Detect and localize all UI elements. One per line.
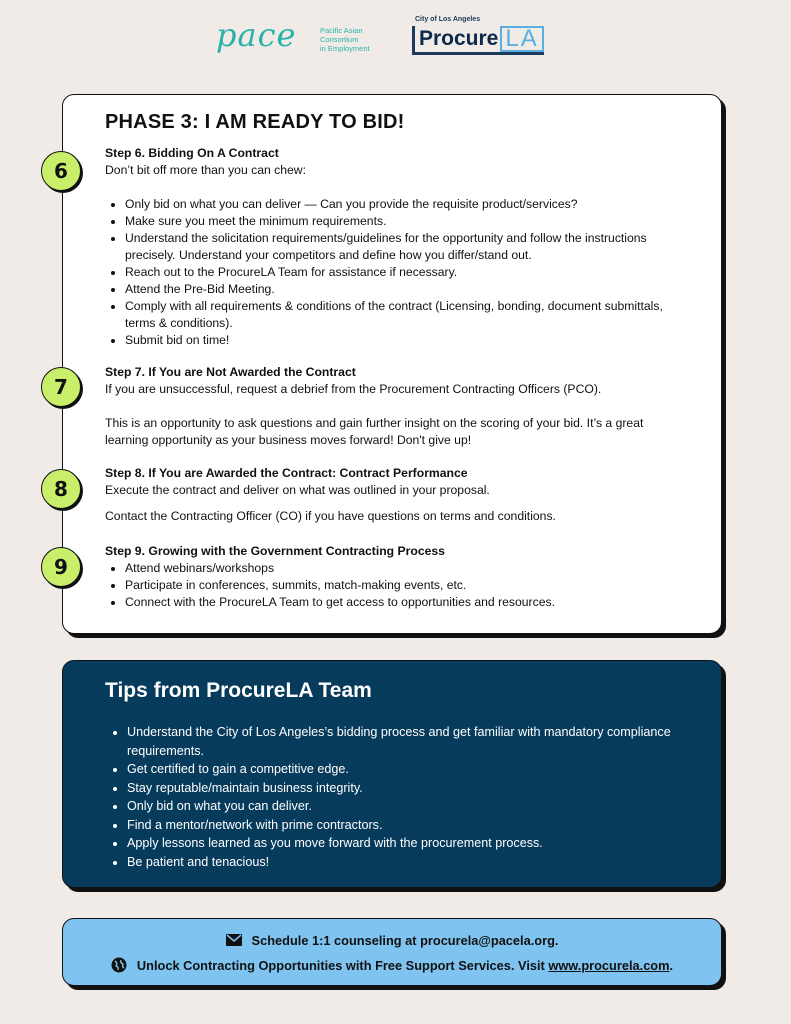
step-8-text-2: Contact the Contracting Officer (CO) if you have questions on terms and conditions. (105, 509, 556, 523)
step-9-list (105, 560, 685, 611)
list-item: • Only bid on what you can deliver — Can you provide the requisite product/services? (125, 196, 685, 213)
phase-card (54, 94, 722, 634)
step-6-list (105, 196, 685, 349)
list-item: • Connect with the ProcureLA Team to get access to opportunities and resources. (125, 594, 685, 611)
step-7-badge: 7 (41, 367, 81, 407)
pace-sub-line: in Employment (320, 44, 370, 53)
step-9 (105, 543, 685, 611)
footer-line-visit (63, 957, 721, 976)
list-item: • Attend webinars/workshops (125, 560, 685, 577)
list-item: • Only bid on what you can deliver. (127, 797, 687, 816)
procurela-logo-word: Procure (419, 27, 499, 50)
envelope-icon (226, 934, 242, 949)
step-8-title: Step 8. If You are Awarded the Contract: Contract Performance (105, 466, 468, 480)
list-item: • Get certified to gain a competitive edge. (127, 760, 687, 779)
list-item: • Stay reputable/maintain business integrity. (127, 779, 687, 798)
list-item: • Comply with all requirements & conditions of the contract (Licensing, bonding, document submittals, terms & conditions). (125, 298, 685, 332)
list-item: • Understand the solicitation requirements/guidelines for the opportunity and follow the instructions precisely. Understand your competitors and define how you differ/stand out. (125, 230, 685, 264)
step-6-intro: Don’t bit off more than you can chew: (105, 163, 306, 177)
visit-period: . (669, 957, 674, 973)
list-item: • Find a mentor/network with prime contractors. (127, 816, 687, 835)
counseling-text: Schedule 1:1 counseling at procurela@pacela.org. (251, 933, 559, 948)
step-9-title: Step 9. Growing with the Government Contracting Process (105, 544, 445, 558)
list-item: • Understand the City of Los Angeles’s bidding process and get familiar with mandatory compliance requirements. (127, 723, 687, 760)
pace-logo-subtitle (320, 26, 390, 53)
list-item: • Attend the Pre-Bid Meeting. (125, 281, 685, 298)
header (0, 14, 791, 60)
step-8-badge: 8 (41, 469, 81, 509)
globe-icon (111, 957, 127, 976)
tips-title: Tips from ProcureLA Team (105, 679, 372, 702)
step-7 (105, 364, 685, 449)
list-item: • Make sure you meet the minimum requirements. (125, 213, 685, 230)
list-item: • Participate in conferences, summits, match-making events, etc. (125, 577, 685, 594)
list-item: • Submit bid on time! (125, 332, 685, 349)
list-item: • Apply lessons learned as you move forward with the procurement process. (127, 834, 687, 853)
step-6-title: Step 6. Bidding On A Contract (105, 146, 279, 160)
visit-text: Unlock Contracting Opportunities with Free Support Services. Visit (136, 957, 549, 973)
procurela-link[interactable]: www.procurela.com (548, 957, 670, 973)
tips-card (62, 660, 722, 888)
step-6-badge: 6 (41, 151, 81, 191)
list-item: • Reach out to the ProcureLA Team for assistance if necessary. (125, 264, 685, 281)
pace-sub-line: Pacific Asian (320, 26, 363, 35)
pace-logo-word: pace (216, 16, 297, 54)
list-item: • Be patient and tenacious! (127, 853, 687, 872)
pace-sub-line: Consortium (320, 35, 359, 44)
step-9-badge: 9 (41, 547, 81, 587)
footer-card (62, 918, 722, 986)
step-8-text-1: Execute the contract and deliver on what was outlined in your proposal. (105, 483, 490, 497)
procurela-logo-city: City of Los Angeles (415, 16, 481, 23)
procurela-logo (412, 16, 548, 56)
procurela-logo-la: LA (500, 26, 543, 52)
pace-logo (216, 16, 386, 58)
step-8 (105, 465, 685, 525)
procurela-logo-mark (412, 26, 544, 55)
step-7-text-2: This is an opportunity to ask questions and gain further insight on the scoring of your bid. It’s a great learning opportunity as your business moves forward! Don't give up! (105, 416, 644, 447)
phase-title: PHASE 3: I AM READY TO BID! (105, 111, 405, 133)
footer-line-counseling (63, 933, 721, 949)
step-6 (105, 145, 685, 349)
tips-list (105, 723, 687, 871)
step-7-text-1: If you are unsuccessful, request a debrief from the Procurement Contracting Officers (PCO). (105, 382, 602, 396)
step-7-title: Step 7. If You are Not Awarded the Contract (105, 365, 356, 379)
